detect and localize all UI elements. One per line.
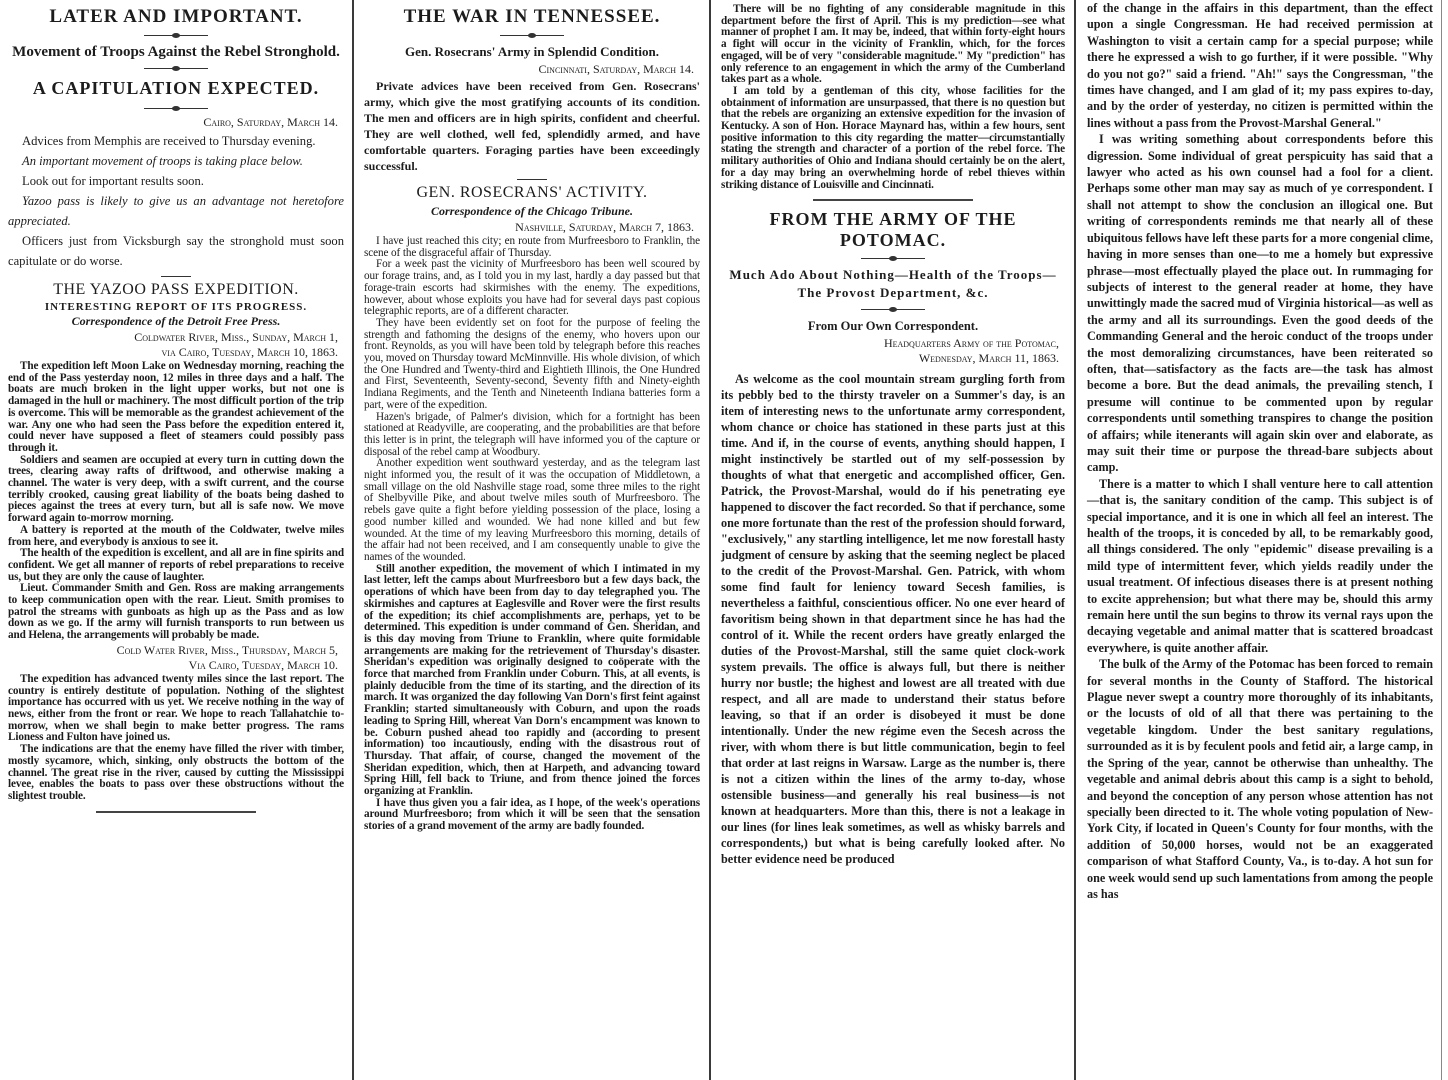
paragraph: Soldiers and seamen are occupied at every turn in cutting down the trees, clearing away rafts of driftwood, and otherwise making a channel. The water is very deep, with a swift current, and the course terribly crooked, causing great liability of the boats being dashed to pieces against the trees at every turn, but all is safe now. We move forward again to-morrow morning. bbox=[8, 453, 344, 525]
dateline-line: Headquarters Army of the Potomac, bbox=[883, 336, 1059, 351]
paragraph: The indications are that the enemy have filled the river with timber, mostly sycamore, which, sinking, only obstructs the bottom of the channel. The great rise in the river, caused by cutting the Mississippi levee, enables the boats to pass over these obstructions without the slightest trouble. bbox=[8, 743, 344, 802]
paragraph: They have been evidently set on foot for the purpose of feeling the strength and fathoming the designs of the enemy, who hovers upon our front. Reynolds, as you will have been told by telegraph before this reaches you, moved on Thursday toward McMinnville. His whole division, of which the One Hundred and Twenty-third and Eightieth Illinois, the One Hundred and First, Seventeenth, Seventy-second, Seventy fifth and Ninety-eighth Indiana Regiments, and the Tenth and Nineteenth Indiana batteries form a part, were of the expedition. bbox=[364, 316, 700, 411]
subheadline: Movement of Troops Against the Rebel Stronghold. bbox=[12, 44, 340, 60]
dateline-line: Via Cairo, Tuesday, March 10. bbox=[188, 657, 338, 672]
column-2 bbox=[356, 0, 708, 1080]
paragraph: I am told by a gentleman of this city, whose facilities for the obtainment of information are unsurpassed, that there is no question but that the rebels are organizing an extensive expedition for the invasion of Kentucky. A son of Hon. Horace Maynard has, within a few hours, sent positive information to this city regarding the matter—circumstantially stating the strength and character of a portion of the rebel force. The military authorities of Ohio and Indiana should certainly be on the alert, for a day may bring an overwhelming horde of rebel thieves within striking distance of Louisville and Cincinnati. bbox=[721, 84, 1065, 191]
headline-war-in-tennessee: THE WAR IN TENNESSEE. bbox=[403, 6, 661, 27]
subheadline: Gen. Rosecrans' Army in Splendid Condition. bbox=[405, 44, 659, 59]
paragraph: There is a matter to which I shall venture here to call attention—that is, the sanitary condition of the camp. This subject is of special importance, and it is one in which all feel an interest. The health of the troops, it is conceded by all, to be remarkably good, all things considered. The only "epidemic" disease prevailing is a mild type of intermittent fever, which yields readily under the usual treatment. Of infectious diseases there is at present nothing to excite apprehension; but what there may be, should this army remain here until the sun begins to throw its vernal rays upon the decaying vegetable and animal matter that is scattered broadcast everywhere, is quite another affair. bbox=[1087, 476, 1433, 655]
byline: From Our Own Correspondent. bbox=[807, 319, 979, 334]
paragraph: As welcome as the cool mountain stream gurgling forth from its pebbly bed to the thirsty traveler on a Summer's day, is an item of interesting news to the unfortunate army correspondent, whom chance or choice has stationed in these parts just at this time. And if, in the course of events, anything should happen, I might instinctively be startled out of my self-possession by thoughts of what that energetic and accomplished officer, Gen. Patrick, the Provost-Marshal, would do if his penetrating eye happened to discover the fact recorded. So that if perchance, some one more fortunate than the rest of the profession should forward, "exclusively," any startling intelligence, let me now forestall hasty judgment of censure by asking that the seeming neglect be placed to the credit of the Provost-Marshal. Gen. Patrick, with whom some find fault for leniency toward Secesh families, is nevertheless a faithful, conscientious officer. No one ever heard of favoritism being shown in that department since he has had the control of it. While the recent orders have greatly enlarged the duties of the Provost-Marshal, still the same quiet clock-work system prevails. The office is always full, but there is neither hurry nor bustle; the highest and lowest are all treated with due respect, and all are made to understand their status before leaving, so that if an order is disobeyed it must be done intentionally. Under the new régime even the Secesh across the river, with whom there is but little communication, begin to feel that order at last reigns in Warsaw. Large as the number is, there is not a citizen within the lines of the army to-day, whose ostensible business—and generally his real business—is not known at headquarters. More than this, there is not a leakage in our lines (for lines leak sometimes, as well as whisky barrels and correspondents,) but what is being carefully looked after. No better evidence need be produced bbox=[721, 372, 1065, 867]
subheadline: Much Ado About Nothing—Health of the Troops—The Provost Department, &c. bbox=[729, 267, 1057, 301]
paragraph: Lieut. Commander Smith and Gen. Ross are making arrangements to keep communication open with the rear. Lieut. Smith promises to patrol the streams with gunboats as high up as the Pass and as low down as we go. If the army will furnish transports to run between us and Helena, the arrangements will probably be made. bbox=[8, 582, 344, 642]
ornament-divider-icon bbox=[861, 255, 925, 262]
dateline-line: Wednesday, March 11, 1863. bbox=[918, 351, 1059, 366]
dateline: Cairo, Saturday, March 14. bbox=[203, 115, 338, 129]
headline-army-of-potomac: FROM THE ARMY OF THE POTOMAC. bbox=[769, 209, 1017, 251]
paragraph: Still another expedition, the movement of which I intimated in my last letter, left the camps about Murfreesboro but a few days back, the operations of which have been from day to day telegraphed you. The skirmishes and captures at Eaglesville and Rover were the first results of the expedition; its chief accomplishments are, perhaps, yet to be determined. This expedition is under command of Gen. Sheridan, and is this day moving from Triune to Franklin, where quite formidable arrangements are making for the retrievement of Thursday's disaster. Sheridan's expedition was originally designed to coöperate with the force that marched from Franklin under Coburn. This, at all events, is plainly deducible from the time of its starting, and the direction of its march. It was organized the day following Van Dorn's first feint against Franklin; started simultaneously with Coburn, and upon the roads leading to Spring Hill, whereat Van Dorn's encampment was known to be. Coburn pushed ahead too rapidly and (according to present information) too incautiously, ending with the disastrous rout of Thursday. That affair, of course, changed the movement of the Sheridan expedition, which, then at Harpeth, and advancing toward Spring Hill, fell back to Triune, and from thence joined the forces organizing at Franklin. bbox=[364, 562, 700, 798]
end-rule bbox=[96, 811, 256, 813]
paragraph: The health of the expedition is excellent, and all are in fine spirits and confident. We get all manner of reports of rebel preparations to receive us, but they are only the cause of laughter. bbox=[8, 547, 344, 583]
ornament-divider-icon bbox=[861, 306, 925, 313]
deck-capitulation-expected: A CAPITULATION EXPECTED. bbox=[32, 78, 320, 98]
section-rule bbox=[813, 199, 973, 201]
column-rule bbox=[352, 0, 354, 1080]
paragraph: I have thus given you a fair idea, as I hope, of the week's operations around Murfreesboro; from which it will be seen that the sensation stories of a grand movement of the army are badly founded. bbox=[364, 796, 700, 833]
paragraph: The expedition has advanced twenty miles since the last report. The country is entirely destitute of population. Nothing of the slightest importance has occurred with us yet. We receive nothing in the way of news, either from the front or rear. We hope to reach Tallahatchie to-morrow, when we shall begin to make better progress. The rams Lioness and Fulton have joined us. bbox=[8, 672, 344, 744]
dateline-line: Coldwater River, Miss., Sunday, March 1, bbox=[134, 330, 338, 344]
paragraph: For a week past the vicinity of Murfreesboro has been well scoured by our forage trains, and, as I told you in my last, hardly a day passed but that forage-train escorts had skirmishes with the enemy. The expeditions, however, about whose exploits you have had for several days past copious telegraphic reports, are of a different character. bbox=[364, 258, 700, 318]
column-3 bbox=[713, 0, 1073, 1080]
column-1 bbox=[0, 0, 352, 1080]
ornament-divider-icon bbox=[500, 32, 564, 39]
paragraph: A battery is reported at the mouth of the Coldwater, twelve miles from here, and everybody is anxious to see it. bbox=[8, 523, 344, 548]
ornament-divider-icon bbox=[144, 32, 208, 39]
dateline-line: via Cairo, Tuesday, March 10, 1863. bbox=[161, 345, 338, 359]
ornament-divider-icon bbox=[144, 105, 208, 112]
short-rule bbox=[161, 276, 191, 277]
paragraph-italic: Yazoo pass is likely to give us an advantage not heretofore appreciated. bbox=[8, 194, 344, 228]
paragraph: Hazen's brigade, of Palmer's division, which for a fortnight has been stationed at Readyville, are cooperating, and the probabilities are that before this letter is in print, the telegraph will have informed you of the capture or disposal of the rebel camp at Woodbury. bbox=[364, 410, 700, 458]
column-4 bbox=[1079, 0, 1441, 1080]
short-rule bbox=[517, 179, 547, 180]
paragraph: I was writing something about correspondents before this digression. Some individual of great perspicuity has said that a lawyer who acted as his own counsel had a fool for a client. Perhaps some other man may say as much of ye correspondent. I shall not attempt to show the conclusion an illogical one. But writing of correspondents reminds me that nearly all of these ubiquitous fellows have left these parts for a more congenial clime, having in more senses than one—to me a homely but expressive phrase—most effectually played the place out. In rummaging for subjects of interest to the general reader at home, they have unwittingly made the sacred mud of Virginia historical—as well as the army and all its surroundings. Even the good deeds of the Commanding General and the heroic conduct of the troops under the most demoralizing circumstances, have been reiterated so often, that—satisfactory as the facts are—the task has almost become a bore. But the dead animals, the prevailing stench, I presume will continue to be commented upon by regular correspondents until something transpires to change the position of affairs; while itenerants will again skin over and elaborate, as may suit their time or purpose the thread-bare subjects about camp. bbox=[1087, 132, 1433, 475]
paragraph: Advices from Memphis are received to Thursday evening. bbox=[22, 134, 316, 148]
paragraph: Officers just from Vicksburgh say the stronghold must soon capitulate or do worse. bbox=[8, 234, 344, 268]
headline-rosecrans-activity: GEN. ROSECRANS' ACTIVITY. bbox=[416, 184, 648, 201]
paragraph: Private advices have been received from Gen. Rosecrans' army, which give the most gratifying accounts of its condition. The men and officers are in high spirits, confident and cheerful. They are well clothed, well fed, splendidly armed, and have comfortable quarters. Foraging parties have been exceedingly successful. bbox=[364, 79, 700, 173]
subheadline: INTERESTING REPORT OF ITS PROGRESS. bbox=[44, 301, 308, 313]
dateline: Nashville, Saturday, March 7, 1863. bbox=[515, 220, 694, 234]
headline-yazoo-pass: THE YAZOO PASS EXPEDITION. bbox=[53, 281, 299, 298]
column-rule bbox=[709, 0, 711, 1080]
correspondence-credit: Correspondence of the Detroit Free Press. bbox=[71, 314, 281, 328]
paragraph: There will be no fighting of any considerable magnitude in this department before the first of April. This is my prediction—see what manner of prophet I am. It may be, indeed, that within forty-eight hours a fight will occur in the vicinity of Franklin, which, for the forces engaged, will be of very "considerable magnitude." My "prediction" has only reference to an engagement in which the army of the Cumberland takes part as a whole. bbox=[721, 3, 1065, 86]
paragraph: The expedition left Moon Lake on Wednesday morning, reaching the end of the Pass yesterday noon, 12 miles in three days and a half. The boats are much broken in the light upper works, but not one is damaged in the hull or machinery. The most difficult portion of the trip is overcome. This will be memorable as the grandest achievement of the war. Any one who had seen the Pass before the expedition entered it, could never have supposed a fleet of steamers could possibly pass through it. bbox=[8, 360, 344, 454]
paragraph: Look out for important results soon. bbox=[22, 174, 204, 188]
correspondence-credit: Correspondence of the Chicago Tribune. bbox=[431, 204, 633, 218]
column-rule bbox=[1074, 0, 1076, 1080]
paragraph: Another expedition went southward yesterday, and as the telegram last night informed you, the result of it was the occupation of Middletown, a small village on the old Nashville stage road, some three miles to the right of Shelbyville Pike, and about twelve miles south of Murfreesboro. The rebels gave quite a fight before yielding possession of the place, losing a good number killed and wounded. We had none killed and but few wounded. At the time of my leaving Murfreesboro this morning, details of the affair had not been received, and I am consequently unable to give the names of the wounded. bbox=[364, 457, 700, 563]
paragraph: of the change in the affairs in this department, than the effect upon a single Congressman. He had received permission at Washington to visit a certain camp for a special purpose; while there he expressed a wish to go further, if it were possible. "Why do you not go?" said a friend. "Ah!" says the Congressman, "the times have changed, and I am glad of it; my pass expires to-day, and by the order of yesterday, no citizen is permitted within the lines without a pass from the Provost-Marshal General." bbox=[1087, 1, 1433, 130]
dateline: Cincinnati, Saturday, March 14. bbox=[538, 62, 694, 76]
headline-later-and-important: LATER AND IMPORTANT. bbox=[49, 6, 303, 27]
dateline-line: Cold Water River, Miss., Thursday, March 5, bbox=[116, 642, 338, 657]
page-edge-rule bbox=[1441, 0, 1442, 1080]
paragraph: The bulk of the Army of the Potomac has been forced to remain for several months in the County of Stafford. The historical Plague never swept a country more thoroughly of its inhabitants, or the locusts of old of all that there was pertaining to the vegetable kingdom. Under the best sanitary regulations, surrounded as it is by feculent pools and fetid air, a large camp, in the Spring of the year, cannot be otherwise than unhealthy. The vegetable and animal debris about this camp is a sight to behold, and beyond the conception of any person whose attention has not specially been directed to it. The whole voting population of New-York City, if located in Queen's County for four months, with the addition of 50,000 horses, would not be an exaggerated comparison of what Stafford County, Va., is to-day. A hot sun for one week would send up such lamentations from among the people as has bbox=[1087, 657, 1433, 901]
paragraph-italic: An important movement of troops is taking place below. bbox=[22, 154, 303, 168]
ornament-divider-icon bbox=[144, 65, 208, 72]
paragraph: I have just reached this city; en route from Murfreesboro to Franklin, the scene of the disgraceful affair of Thursday. bbox=[364, 235, 700, 259]
